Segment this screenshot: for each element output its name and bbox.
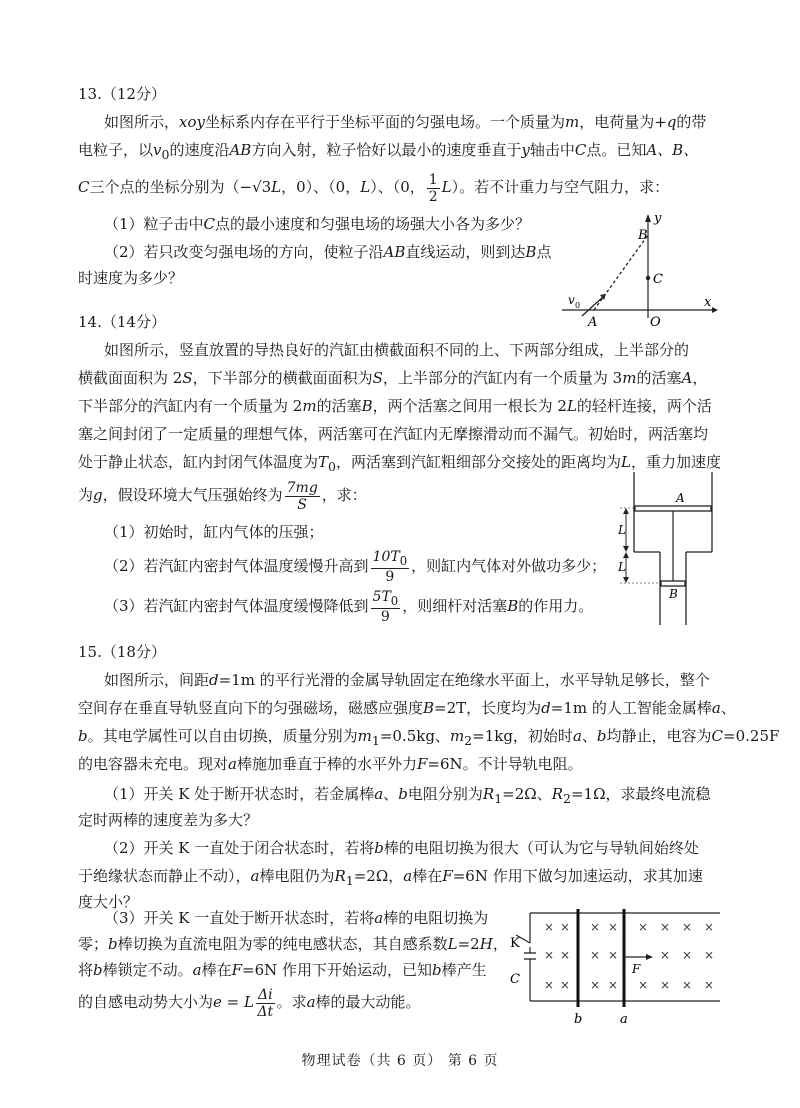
piston-b bbox=[661, 581, 685, 586]
x-axis-arrow bbox=[712, 307, 718, 313]
magnetic-field-cross: × bbox=[608, 920, 619, 934]
magnetic-field-cross: × bbox=[638, 920, 649, 934]
magnetic-field-cross: × bbox=[590, 948, 601, 962]
q14-part3-fraction: $\frac{5T_0}{9}$ bbox=[372, 588, 399, 626]
magnetic-field-cross: × bbox=[660, 920, 671, 934]
q15-part3-cont2: 将b棒锁定不动。a棒在F=6N 作用下开始运动，已知b棒产生 bbox=[78, 961, 487, 979]
label-c: C bbox=[510, 972, 520, 987]
q13-part1: （1）粒子击中C点的最小速度和匀强电场的场强大小各为多少？ bbox=[104, 215, 531, 233]
magnetic-field-cross: × bbox=[660, 948, 671, 962]
q13-part2-cont: 时速度为多少？ bbox=[78, 269, 184, 287]
label-v0: v bbox=[568, 293, 575, 307]
dim-arrow-1 bbox=[623, 508, 629, 514]
label-f: F bbox=[632, 962, 641, 976]
q14-stem-line2: 横截面面积为 2S，下半部分的横截面面积为S，上半部分的汽缸内有一个质量为 3m的活塞A， bbox=[78, 369, 708, 387]
label-a: A bbox=[588, 315, 598, 330]
dashed-line-ab bbox=[594, 235, 648, 310]
dim-arrow-4 bbox=[623, 577, 629, 583]
magnetic-field-cross: × bbox=[682, 920, 693, 934]
q13-stem-line2: 电粒子，以$v_0$的速度沿AB方向入射，粒子恰好以最小的速度垂直于y轴击中C点。已知A、B、 bbox=[78, 141, 699, 162]
q13-stem-line3: C三个点的坐标分别为（−√3L，0）、（0，L）、（0， $\frac{1}{2}$ L）。若不计重力与空气阻力，求： bbox=[78, 171, 670, 205]
magnetic-field-cross: × bbox=[560, 978, 571, 992]
dim-arrow-3 bbox=[623, 552, 629, 558]
magnetic-field-cross: × bbox=[544, 978, 555, 992]
label-c: C bbox=[653, 272, 663, 287]
label-b: b bbox=[574, 1012, 583, 1027]
label-x: x bbox=[704, 295, 712, 310]
q15-part2-cont2: 度大小？ bbox=[78, 893, 139, 911]
label-l-lower: L bbox=[618, 560, 626, 574]
label-o: O bbox=[650, 315, 661, 330]
magnetic-field-cross: × bbox=[608, 978, 619, 992]
q15-part1: （1）开关 K 处于断开状态时，若金属棒a、b电阻分别为$R_1=2\Omega$、$R_2=1\Omega$，求最终电流稳 bbox=[104, 785, 711, 806]
q14-stem-line3: 下半部分的汽缸内有一个质量为 2m的活塞B，两个活塞之间用一根长为 2L的轻杆连接，两个活 bbox=[78, 397, 712, 415]
q15-header: 15.（18分） bbox=[78, 643, 166, 661]
q15-part1-cont: 定时两棒的速度差为多大？ bbox=[78, 811, 259, 829]
q15-stem-line3: b。其电学属性可以自由切换，质量分别为$m_1=0.5kg$、$m_2=1kg$，初始时a、b均静止，电容为C=0.25F bbox=[78, 727, 780, 748]
label-a: A bbox=[676, 491, 685, 505]
label-k: K bbox=[510, 936, 520, 951]
label-l-upper: L bbox=[618, 523, 626, 537]
q15-stem-line1: 如图所示，间距d=1m 的平行光滑的金属导轨固定在绝缘水平面上，水平导轨足够长，整个 bbox=[104, 671, 710, 689]
q15-figure-rails bbox=[508, 905, 730, 1029]
q14-figure-cylinder bbox=[618, 470, 728, 630]
label-v0-sub: 0 bbox=[575, 301, 581, 310]
q15-part2-cont1: 于绝缘状态而静止不动），a棒电阻仍为$R_1=2\Omega$，a棒在F=6N 作用下做匀加速运动，求其加速 bbox=[78, 867, 703, 888]
force-arrowhead bbox=[646, 954, 653, 960]
magnetic-field-cross: × bbox=[590, 920, 601, 934]
velocity-arrow bbox=[582, 296, 604, 316]
magnetic-field-cross: × bbox=[544, 920, 555, 934]
point-c bbox=[646, 276, 650, 280]
q15-part3-cont1: 零；b棒切换为直流电阻为零的纯电感状态，其自感系数L=2H， bbox=[78, 935, 508, 953]
label-a: a bbox=[620, 1012, 628, 1027]
dim-arrow-2 bbox=[623, 546, 629, 552]
magnetic-field-cross: × bbox=[704, 920, 715, 934]
magnetic-field-cross: × bbox=[704, 978, 715, 992]
q15-emf-fraction: $\frac{\Delta i}{\Delta t}$ bbox=[257, 986, 274, 1020]
q14-header: 14.（14分） bbox=[78, 313, 166, 331]
q13-stem-line1: 如图所示，xoy坐标系内存在平行于坐标平面的匀强电场。一个质量为m，电荷量为+q的带 bbox=[104, 113, 707, 131]
q14-stem-line1: 如图所示，竖直放置的导热良好的汽缸由横截面积不同的上、下两部分组成，上半部分的 bbox=[104, 341, 690, 359]
magnetic-field-cross: × bbox=[560, 920, 571, 934]
q15-stem-line2: 空间存在垂直导轨竖直向下的匀强磁场，磁感应强度B=2T，长度均为d=1m 的人工智能金属棒a、 bbox=[78, 699, 736, 717]
q13-figure-coordinate-diagram bbox=[560, 210, 720, 330]
q14-stem-line4: 塞之间封闭了一定质量的理想气体，两活塞可在汽缸内无摩擦滑动而不漏气。初始时，两活塞均 bbox=[78, 425, 709, 443]
q14-stem-line5: 处于静止状态，缸内封闭气体温度为$T_0$，两活塞到汽缸粗细部分交接处的距离均为L，重力加速度 bbox=[78, 453, 721, 474]
q14-stem-line6: 为g，假设环境大气压强始终为 $\frac{7mg}{S}$ ，求： bbox=[78, 479, 367, 513]
q13-part2: （2）若只改变匀强电场的方向，使粒子沿AB直线运动，则到达B点 bbox=[104, 243, 552, 261]
q14-part3: （3）若汽缸内密封气体温度缓慢降低到 $\frac{5T_0}{9}$ ，则细杆对活塞B的作用力。 bbox=[104, 588, 594, 626]
q15-stem-line4: 的电容器未充电。现对a棒施加垂直于棒的水平外力F=6N。不计导轨电阻。 bbox=[78, 755, 583, 773]
piston-a bbox=[635, 506, 711, 511]
label-y: y bbox=[654, 211, 662, 226]
label-b: B bbox=[638, 228, 648, 243]
page-footer: 物理试卷（共 6 页） 第 6 页 bbox=[301, 1053, 499, 1069]
magnetic-field-cross: × bbox=[660, 978, 671, 992]
label-b: B bbox=[669, 587, 678, 601]
q13-header: 13.（12分） bbox=[78, 85, 166, 103]
magnetic-field-cross: × bbox=[682, 948, 693, 962]
magnetic-field-cross: × bbox=[590, 978, 601, 992]
q15-part3: （3）开关 K 一直处于断开状态时，若将a棒的电阻切换为 bbox=[104, 909, 489, 927]
q14-part2: （2）若汽缸内密封气体温度缓慢升高到 $\frac{10T_0}{9}$ ，则缸内气体对外做功多少； bbox=[104, 548, 607, 586]
q14-part2-fraction: $\frac{10T_0}{9}$ bbox=[372, 548, 408, 586]
q15-part2: （2）开关 K 一直处于闭合状态时，若将b棒的电阻切换为很大（可认为它与导轨间始终处 bbox=[104, 839, 699, 857]
q14-pressure-fraction: $\frac{7mg}{S}$ bbox=[286, 479, 318, 513]
magnetic-field-cross: × bbox=[704, 948, 715, 962]
y-axis-arrow bbox=[645, 214, 651, 222]
magnetic-field-cross: × bbox=[682, 978, 693, 992]
magnetic-field-cross: × bbox=[560, 948, 571, 962]
q14-part1: （1）初始时，缸内气体的压强； bbox=[104, 523, 324, 541]
magnetic-field-cross: × bbox=[638, 978, 649, 992]
magnetic-field-cross: × bbox=[608, 948, 619, 962]
q15-part3-cont3: 的自感电动势大小为e = L $\frac{\Delta i}{\Delta t}$ 。求a棒的最大动能。 bbox=[78, 986, 421, 1020]
q13-fraction-half: $\frac{1}{2}$ bbox=[428, 171, 438, 205]
magnetic-field-cross: × bbox=[544, 948, 555, 962]
